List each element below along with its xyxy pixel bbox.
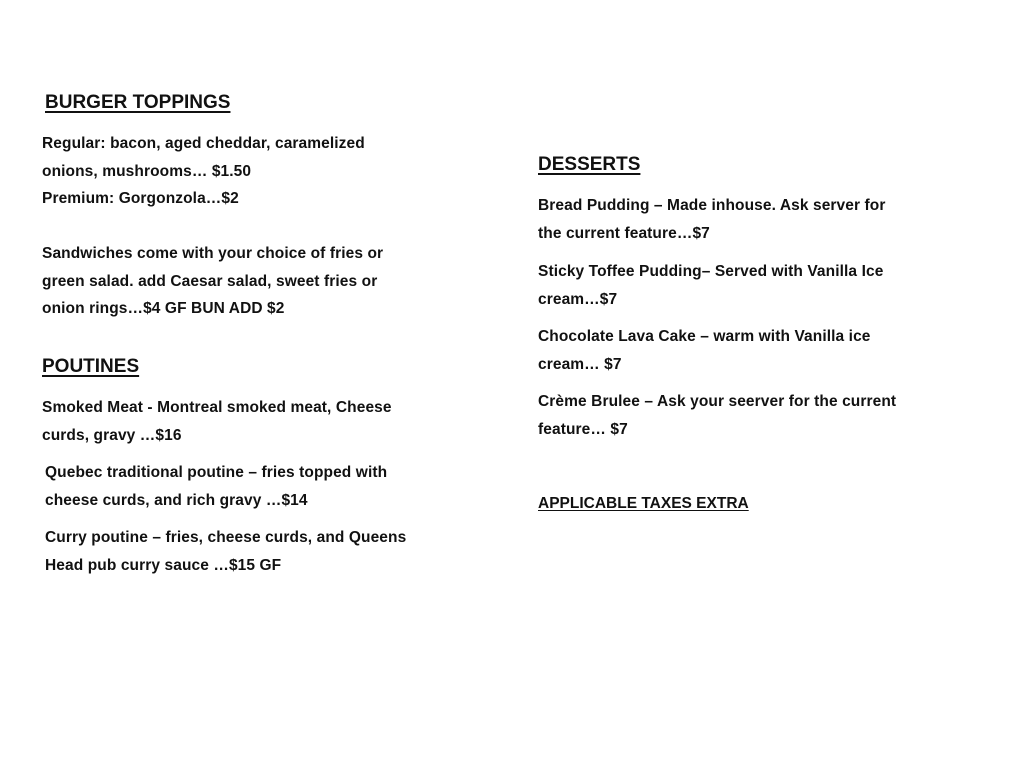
- burger-toppings-line: Premium: Gorgonzola…$2: [42, 190, 239, 207]
- dessert-item-line: Crème Brulee – Ask your seerver for the current: [538, 393, 897, 410]
- dessert-item-line: the current feature…$7: [538, 224, 710, 242]
- dessert-item-line: Chocolate Lava Cake – warm with Vanilla ice: [538, 328, 871, 345]
- dessert-item-bread-pudding: [538, 192, 886, 247]
- dessert-item-line: cream… $7: [538, 355, 622, 373]
- burger-toppings-heading: BURGER TOPPINGS: [45, 92, 231, 113]
- poutine-item-quebec-traditional: [45, 459, 387, 514]
- poutine-item-line: Smoked Meat - Montreal smoked meat, Cheese: [42, 399, 392, 416]
- sandwiches-note-line: onion rings…$4 GF BUN ADD $2: [42, 300, 285, 317]
- sandwiches-note: [42, 240, 383, 323]
- burger-toppings-text: [42, 130, 365, 213]
- desserts-heading: DESSERTS: [538, 154, 641, 175]
- sandwiches-note-line: green salad. add Caesar salad, sweet fries or: [42, 272, 378, 290]
- dessert-item-line: Sticky Toffee Pudding– Served with Vanilla Ice: [538, 263, 884, 280]
- dessert-item-creme-brulee: [538, 388, 896, 443]
- dessert-item-line: feature… $7: [538, 420, 628, 438]
- dessert-item-line: cream…$7: [538, 290, 618, 308]
- poutine-item-line: curds, gravy …$16: [42, 426, 182, 444]
- poutine-item-line: Quebec traditional poutine – fries topped with: [45, 464, 388, 481]
- applicable-taxes-note: APPLICABLE TAXES EXTRA: [538, 495, 749, 512]
- poutine-item-line: Head pub curry sauce …$15 GF: [45, 556, 282, 574]
- poutine-item-line: cheese curds, and rich gravy …$14: [45, 491, 308, 509]
- burger-toppings-line: Regular: bacon, aged cheddar, caramelized: [42, 135, 365, 152]
- dessert-item-line: Bread Pudding – Made inhouse. Ask server for: [538, 197, 886, 214]
- burger-toppings-line: onions, mushrooms… $1.50: [42, 162, 252, 180]
- poutines-heading: POUTINES: [42, 356, 140, 377]
- dessert-item-chocolate-lava-cake: [538, 323, 871, 378]
- dessert-item-sticky-toffee-pudding: [538, 258, 883, 313]
- poutine-item-smoked-meat: [42, 394, 392, 449]
- poutine-item-line: Curry poutine – fries, cheese curds, and Queens: [45, 529, 407, 546]
- poutine-item-curry: [45, 524, 406, 579]
- sandwiches-note-line: Sandwiches come with your choice of fries or: [42, 245, 384, 262]
